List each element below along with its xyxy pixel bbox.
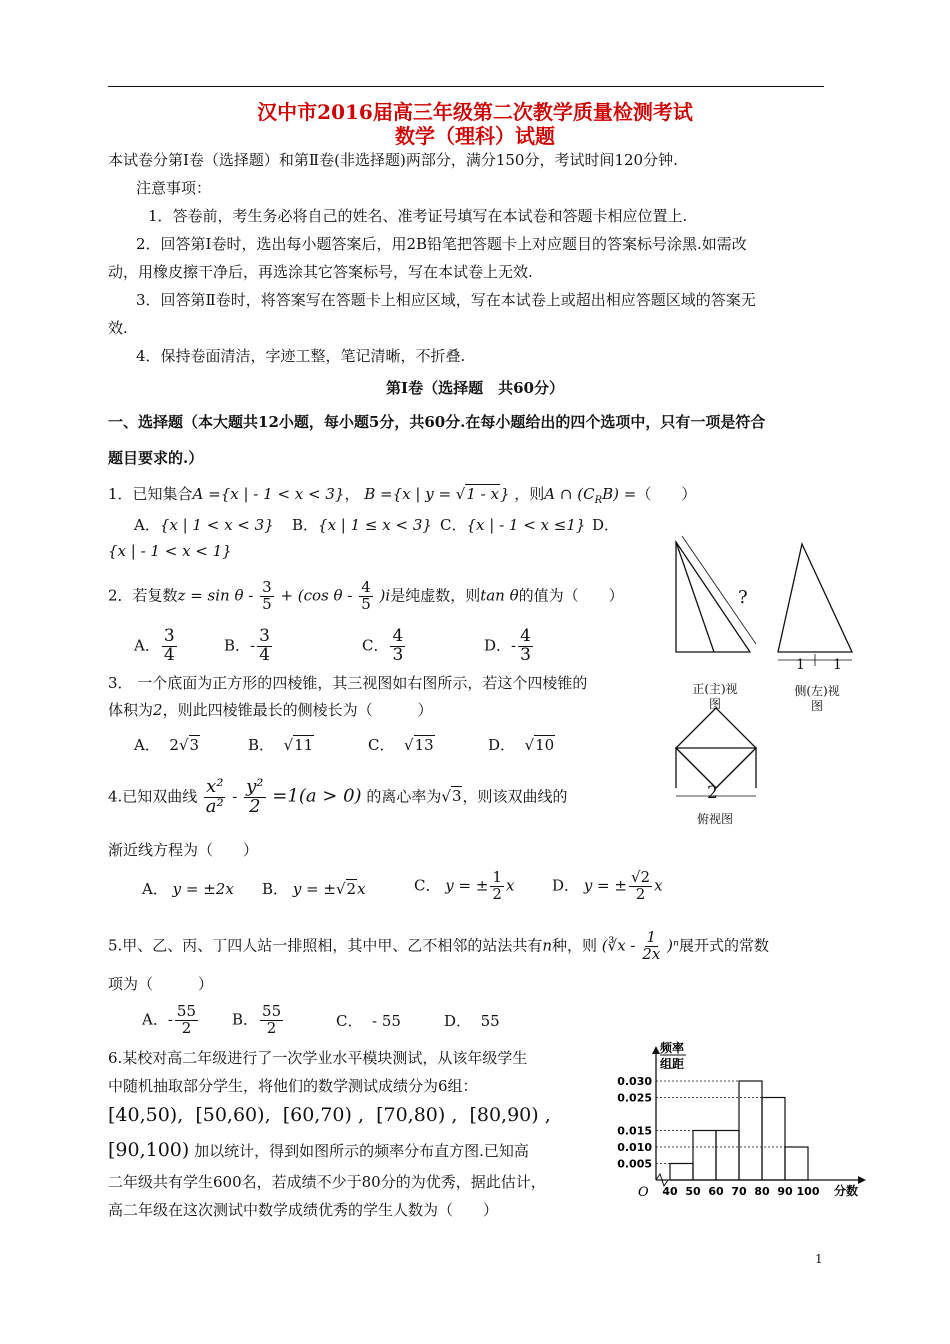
y-tick-label: 0.025 (617, 1091, 652, 1105)
exam-title: 汉中市2016届高三年级第二次教学质量检测考试 (257, 100, 693, 124)
histogram-bar (716, 1131, 739, 1181)
question-3a: 3． 一个底面为正方形的四棱锥，其三视图如右图所示，若这个四棱锥的 (108, 674, 588, 692)
top-view-label: 俯视图 (696, 812, 733, 826)
q2-option-d: D．- $\frac{4}{3}$ (484, 626, 531, 665)
q1-option-c: C．{x | - 1 < x ≤1} (440, 516, 586, 534)
q5-option-b: B． $\frac{55}{2}$ (232, 1002, 282, 1037)
intro-text: 本试卷分第Ⅰ卷（选择题）和第Ⅱ卷(非选择题)两部分，满分150分，考试时间120分钟. (108, 151, 678, 169)
question-5a: 5.甲、乙、丙、丁四人站一排照相，其中甲、乙不相邻的站法共有n种，则 (∛x - $\frac{1}{2x}$ )ⁿ展开式的常数 (108, 928, 770, 963)
question-6-groups: [40,50), [50,60), [60,70) , [70,80) , [80,90) , (108, 1104, 551, 1126)
notice-3a: 3．回答第Ⅱ卷时，将答案写在答题卡上相应区域，写在本试卷上或超出相应答题区域的答案无 (136, 291, 756, 309)
histogram-bar (762, 1098, 785, 1181)
top-view-dim-2: 2 (707, 783, 718, 803)
q4-option-b: B． y = ±√2x (262, 880, 366, 898)
q1-option-d: {x | - 1 < x < 1} (108, 542, 232, 560)
q1-option-a: A．{x | 1 < x < 3} (134, 516, 274, 534)
question-4b: 渐近线方程为（ ） (108, 841, 259, 859)
q2-option-b: B．- $\frac{3}{4}$ (224, 626, 270, 665)
question-1: 1．已知集合A ={x | - 1 < x < 3}， B ={x | y = √1 - x} ，则A ∩ $(C_RB)$ =（ ） (108, 485, 697, 506)
origin-label: O (638, 1185, 649, 1200)
x-tick-label: 70 (731, 1185, 747, 1198)
notice-3b: 效. (108, 319, 128, 337)
q4-option-c: C． y = ± $\frac{1}{2}$ x (414, 868, 515, 903)
q5-option-c: C． - 55 (336, 1012, 401, 1030)
q5-option-d: D． 55 (444, 1012, 500, 1030)
y-tick-label: 0.010 (617, 1141, 652, 1154)
question-4a: 4.已知双曲线 $\frac{\text{x²}}{\text{a²}}$ - $\frac{\text{y²}}{2}$ =1(a > 0) 的离心率为√3，则该双曲线的 (108, 776, 568, 817)
q3-option-d: D． √10 (488, 736, 555, 754)
x-axis-label: 分数 (834, 1184, 859, 1198)
x-axis-arrow (858, 1176, 866, 1184)
histogram-bar (670, 1164, 693, 1181)
x-tick-label: 100 (796, 1185, 820, 1198)
notice-1: 1．答卷前，考生务必将自己的姓名、准考证号填写在本试卷和答题卡相应位置上. (148, 207, 688, 225)
notice-2b: 动，用橡皮擦干净后，再选涂其它答案标号，写在本试卷上无效. (108, 263, 533, 281)
exam-subtitle: 数学（理科）试题 (395, 124, 555, 148)
side-view-label: 侧(左)视 图 (794, 684, 840, 713)
notice-4: 4．保持卷面清洁，字迹工整，笔记清晰，不折叠. (136, 347, 466, 365)
notice-heading: 注意事项： (136, 179, 212, 197)
x-tick-label: 90 (777, 1185, 793, 1198)
front-view-inner-edge (676, 542, 714, 652)
question-6e: 高二年级在这次测试中数学成绩优秀的学生人数为（ ） (108, 1201, 499, 1219)
question-5b: 项为（ ） (108, 975, 214, 993)
x-tick-label: 80 (754, 1185, 770, 1198)
q4-option-d: D． y = ± $\frac{√2}{2}$ x (552, 868, 663, 903)
q1-option-d-label: D． (592, 516, 620, 534)
y-axis-label-bottom: 组距 (660, 1057, 685, 1071)
notice-2a: 2．回答第Ⅰ卷时，选出每小题答案后，用2B铅笔把答题卡上对应题目的答案标号涂黑.如需改 (136, 235, 747, 253)
q3-option-b: B． √11 (248, 736, 314, 754)
part1-instructions-a: 一、选择题（本大题共12小题，每小题5分，共60分.在每小题给出的四个选项中，只有一项是符合 (108, 413, 766, 431)
histogram-bar (785, 1147, 808, 1180)
front-view-label: 正(主)视 图 (692, 682, 738, 711)
top-view-triangle (676, 748, 756, 788)
y-tick-label: 0.015 (617, 1124, 652, 1138)
side-view-dim-1a: 1 (796, 657, 805, 673)
section-heading: 第Ⅰ卷（选择题 共60分） (386, 379, 564, 397)
question-6d: 二年级共有学生600名，若成绩不少于80分的为优秀，据此估计， (108, 1173, 546, 1191)
y-tick-label: 0.005 (617, 1157, 652, 1171)
q1-option-b: B．{x | 1 ≤ x < 3} (292, 516, 432, 534)
x-tick-label: 50 (685, 1185, 701, 1198)
front-view-unknown-label: ? (738, 587, 748, 608)
q3-option-a: A． 2√3 (134, 736, 200, 754)
q5-option-a: A．- $\frac{55}{2}$ (142, 1002, 197, 1037)
x-tick-label: 60 (708, 1185, 724, 1198)
question-6b: 中随机抽取部分学生，将他们的数学测试成绩分为6组： (108, 1077, 478, 1095)
question-3b: 体积为2，则此四棱锥最长的侧棱长为（ ） (108, 701, 433, 719)
q2-option-c: C． $\frac{4}{3}$ (362, 626, 404, 665)
histogram-bar (739, 1081, 762, 1180)
y-axis-label-top: 频率 (660, 1041, 685, 1055)
y-axis-arrow (652, 1046, 660, 1054)
question-6a: 6.某校对高二年级进行了一次学业水平模块测试，从该年级学生 (108, 1049, 528, 1067)
side-view-outline (778, 544, 852, 652)
frequency-histogram (608, 1040, 870, 1200)
part1-instructions-b: 题目要求的.） (108, 449, 204, 467)
question-6c: [90,100) 加以统计，得到如图所示的频率分布直方图.已知高 (108, 1139, 529, 1161)
question-2: 2．若复数z = sin θ - $\frac{3}{5}$ + (cos θ - $\frac{4}{5}$ )i是纯虚数，则tan θ的值为（ ） (108, 578, 624, 613)
q3-option-c: C． √13 (368, 736, 434, 754)
page-number: 1 (815, 1252, 823, 1266)
q4-option-a: A． y = ±2x (142, 880, 234, 898)
top-rule (108, 86, 824, 87)
histogram-bar (693, 1131, 716, 1181)
y-tick-label: 0.030 (617, 1075, 652, 1088)
side-view-dim-1b: 1 (833, 657, 842, 673)
q2-option-a: A． $\frac{3}{4}$ (134, 626, 175, 665)
x-tick-label: 40 (662, 1185, 678, 1198)
